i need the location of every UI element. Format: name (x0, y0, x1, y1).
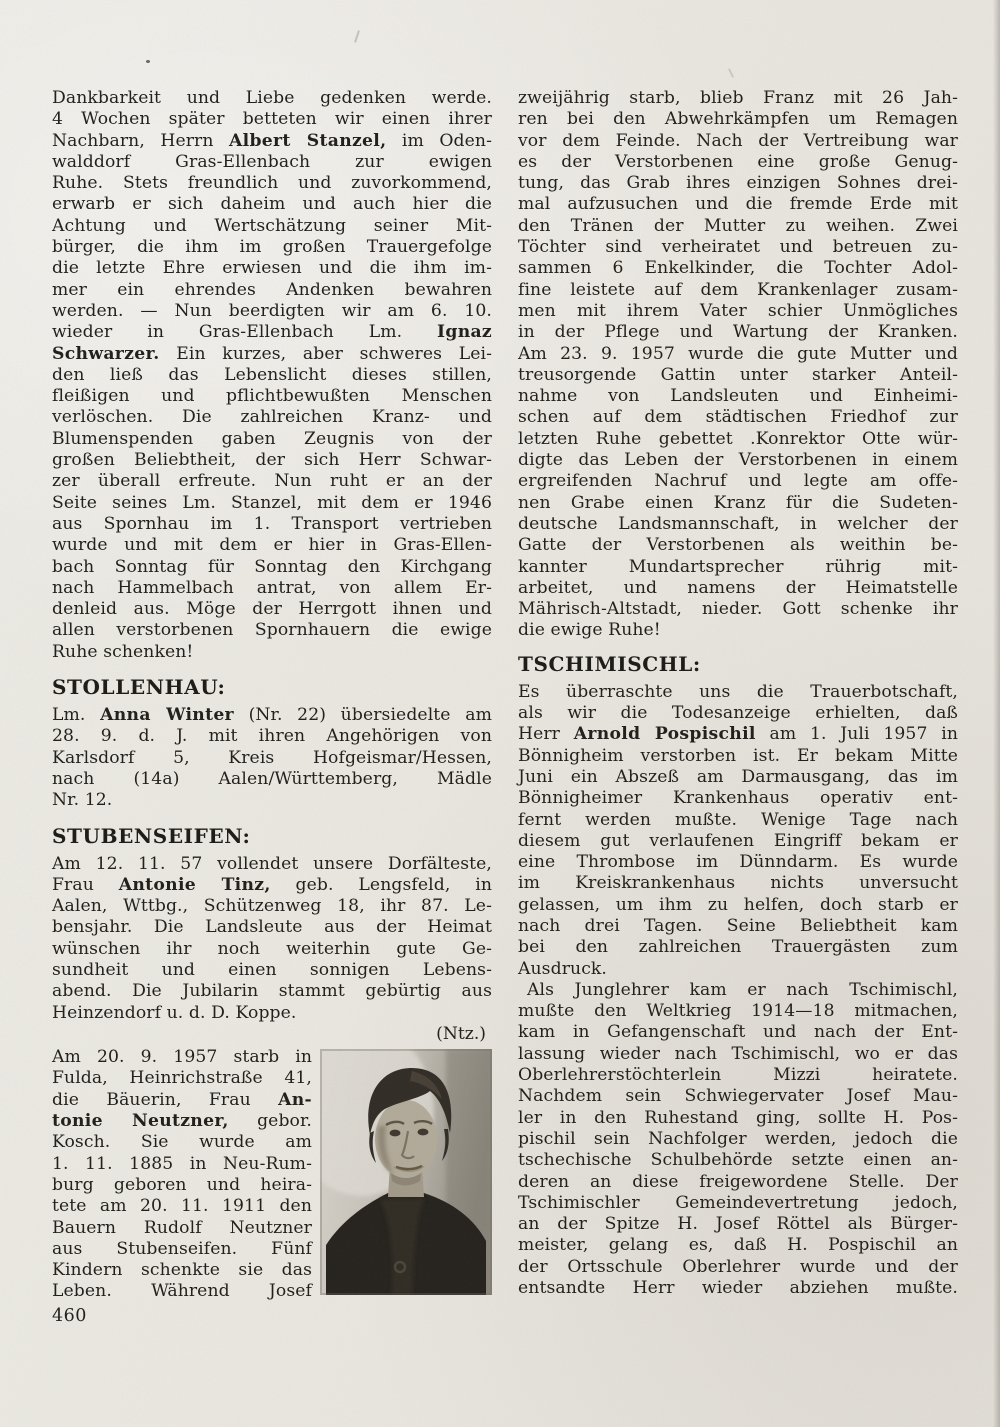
section-heading-tschimischl: TSCHIMISCHL: (518, 651, 701, 676)
text-line: men mit ihrem Vater schier Unmögliches (518, 300, 958, 321)
text-line: Karlsdorf 5, Kreis Hofgeismar/Hessen, (52, 747, 492, 768)
text-line: lassung wieder nach Tschimischl, wo er das (518, 1043, 958, 1064)
text-line: kam in Gefangenschaft und nach der Ent- (518, 1022, 958, 1043)
text-line: Als Junglehrer kam er nach Tschimischl, (527, 979, 958, 1000)
text-line: Fulda, Heinrichstraße 41, (52, 1068, 312, 1089)
text-line: die Bäuerin, Frau An- (52, 1089, 312, 1110)
text-line: pischil sein Nachfolger werden, jedoch die (518, 1128, 958, 1149)
text-line: burg geboren und heira- (52, 1174, 312, 1195)
text-line: erwarb er sich daheim und auch hier die (52, 194, 492, 215)
text-line: verlöschen. Die zahlreichen Kranz- und (52, 407, 492, 428)
text-line: bei den zahlreichen Trauergästen zum (518, 937, 958, 958)
text-line: Seite seines Lm. Stanzel, mit dem er 1946 (52, 492, 492, 513)
text-line: zer überall erfreute. Nun ruht er an der (52, 471, 492, 492)
page-number: 460 (52, 1305, 87, 1326)
text-line: als wir die Todesanzeige erhielten, daß (518, 703, 958, 724)
text-line: großen Beliebtheit, der sich Herr Schwar- (52, 450, 492, 471)
text-line: tschechische Schulbehörde setzte einen an- (518, 1150, 958, 1171)
section-heading-stubenseifen: STUBENSEIFEN: (52, 823, 251, 848)
text-line: 28. 9. d. J. mit ihren Angehörigen von (52, 726, 492, 747)
text-line: Oberlehrerstöchterlein Mizzi heiratete. (518, 1065, 958, 1086)
text-line: Am 12. 11. 57 vollendet unsere Dorfälteste, (52, 853, 492, 874)
text-line: ergreifenden Nachruf und legte am offe- (518, 471, 958, 492)
text-line: nach (14a) Aalen/Württemberg, Mädle (52, 768, 492, 789)
text-line: aus Stubenseifen. Fünf (52, 1238, 312, 1259)
notice-stubenseifen-tinz (52, 854, 492, 1024)
text-line: nen Grabe einen Kranz für die Sudeten- (518, 492, 958, 513)
text-line: fernt werden mußte. Wenige Tage nach (518, 809, 958, 830)
text-line: Juni ein Abszeß am Darmausgang, das im (518, 766, 958, 787)
text-line: Gatte der Verstorbenen als weithin be- (518, 535, 958, 556)
text-line: nach Hammelbach antrat, von allem Er- (52, 577, 492, 598)
text-line: tete am 20. 11. 1911 den (52, 1196, 312, 1217)
text-line: Nachbarn, Herrn Albert Stanzel, im Oden- (52, 130, 492, 151)
text-line: den Tränen der Mutter zu weihen. Zwei (518, 215, 958, 236)
text-line: arbeitet, und namens der Heimatstelle (518, 577, 958, 598)
text-line: Töchter sind verheiratet und betreuen zu- (518, 237, 958, 258)
text-line: eine Thrombose im Dünndarm. Es wurde (518, 852, 958, 873)
text-line: Leben. Während Josef (52, 1281, 312, 1302)
text-line: mer ein ehrendes Andenken bewahren (52, 279, 492, 300)
text-line: deutsche Landsmannschaft, in welcher der (518, 513, 958, 534)
text-line: im Kreiskrankenhaus nichts unversucht (518, 873, 958, 894)
text-line: meister, gelang es, daß H. Pospischil an (518, 1235, 958, 1256)
scan-speck (728, 68, 734, 78)
text-line: zweijährig starb, blieb Franz mit 26 Jah- (518, 88, 958, 108)
text-line: Am 20. 9. 1957 starb in (52, 1047, 312, 1068)
byline-ntz: (Ntz.) (436, 1023, 486, 1044)
text-line: Kosch. Sie wurde am (52, 1132, 312, 1153)
scan-edge-shadow (993, 0, 1000, 1427)
text-line: mal aufzusuchen und die fremde Erde mit (518, 194, 958, 215)
obituary-neutzner-text (52, 1047, 312, 1303)
text-line: fine leistete auf dem Krankenlager zusam- (518, 279, 958, 300)
text-line: Nachdem sein Schwiegervater Josef Mau- (518, 1086, 958, 1107)
obituary-neutzner-with-photo (52, 1047, 492, 1303)
text-line: Nr. 12. (52, 790, 113, 811)
text-line: digte das Leben der Verstorbenen in einem (518, 450, 958, 471)
text-line: Blumenspenden gaben Zeugnis von der (52, 428, 492, 449)
text-line: abend. Die Jubilarin stammt gebürtig aus (52, 981, 492, 1002)
text-line: die letzte Ehre erwiesen und die ihm im- (52, 258, 492, 279)
text-line: an der Spitze H. Josef Röttel als Bürger- (518, 1214, 958, 1235)
text-line: walddorf Gras-Ellenbach zur ewigen (52, 151, 492, 172)
text-line: Heinzendorf u. d. D. Koppe. (52, 1002, 297, 1023)
portrait-photo-illustration (320, 1049, 492, 1295)
text-line: 4 Wochen später betteten wir einen ihrer (52, 109, 492, 130)
obituary-pospischil-part1 (518, 682, 958, 980)
text-line: Herr Arnold Pospischil am 1. Juli 1957 in (518, 724, 959, 745)
text-line: schen auf dem städtischen Friedhof zur (518, 407, 958, 428)
text-line: der Ortsschule Oberlehrer wurde und der (518, 1256, 958, 1277)
text-line: Es überraschte uns die Trauerbotschaft, (518, 681, 958, 702)
text-line: Bauern Rudolf Neutzner (52, 1217, 312, 1238)
scan-speck (354, 30, 360, 43)
text-line: mußte den Weltkrieg 1914—18 mitmachen, (518, 1001, 958, 1022)
text-line: wünschen ihr noch weiterhin gute Ge- (52, 938, 492, 959)
text-line: ren bei den Abwehrkämpfen um Remagen (518, 109, 958, 130)
text-line: Ausdruck. (518, 958, 607, 979)
scan-speck (146, 60, 150, 63)
text-line: Am 23. 9. 1957 wurde die gute Mutter und (518, 343, 958, 364)
text-line: gelassen, um ihm zu helfen, doch starb er (518, 894, 958, 915)
text-line: bürger, die ihm im großen Trauergefolge (52, 237, 492, 258)
text-line: nahme von Landsleuten und Einheimi- (518, 386, 958, 407)
text-line: Aalen, Wttbg., Schützenweg 18, ihr 87. Le- (52, 896, 492, 917)
text-line: Schwarzer. Ein kurzes, aber schweres Lei- (52, 343, 492, 364)
text-line: Dankbarkeit und Liebe gedenken werde. (52, 88, 492, 108)
text-line: aus Spornhau im 1. Transport vertrieben (52, 513, 492, 534)
text-line: Frau Antonie Tinz, geb. Lengsfeld, in (52, 874, 492, 895)
text-line: tung, das Grab ihres einzigen Sohnes drei- (518, 173, 958, 194)
text-line: 1. 11. 1885 in Neu-Rum- (52, 1153, 312, 1174)
text-line: bach Sonntag für Sonntag den Kirchgang (52, 556, 492, 577)
obituary-stanzel-schwarzer (52, 88, 492, 663)
text-line: ler in den Ruhestand ging, sollte H. Pos- (518, 1107, 958, 1128)
text-line: treusorgende Gattin unter starker Anteil- (518, 364, 958, 385)
notice-stollenhau (52, 705, 492, 811)
text-line: die ewige Ruhe! (518, 620, 661, 641)
text-line: Mährisch-Altstadt, nieder. Gott schenke ihr (518, 599, 958, 620)
text-line: vor dem Feinde. Nach der Vertreibung war (518, 130, 958, 151)
text-line: Bönnigheim verstorben ist. Er bekam Mitte (518, 745, 958, 766)
text-line: in der Pflege und Wartung der Kranken. (518, 322, 958, 343)
text-line: Bönnigheimer Krankenhaus operativ ent- (518, 788, 958, 809)
text-line: bensjahr. Die Landsleute aus der Heimat (52, 917, 492, 938)
text-line: Ruhe schenken! (52, 641, 194, 662)
text-line: letzten Ruhe gebettet .Konrektor Otte wür- (518, 428, 958, 449)
text-line: diesem gut verlaufenen Eingriff bekam er (518, 830, 958, 851)
portrait-photo-antonie-neutzner (320, 1049, 492, 1295)
text-line: entsandte Herr wieder abziehen mußte. (518, 1278, 958, 1299)
text-line: werden. — Nun beerdigten wir am 6. 10. (52, 300, 492, 321)
text-line: sammen 6 Enkelkinder, die Tochter Adol- (518, 258, 958, 279)
text-line: nach drei Tagen. Seine Beliebtheit kam (518, 915, 958, 936)
obituary-pospischil-part2 (518, 980, 958, 1299)
section-heading-stollenhau: STOLLENHAU: (52, 675, 226, 700)
text-line: Achtung und Wertschätzung seiner Mit- (52, 215, 492, 236)
text-line: Ruhe. Stets freundlich und zuvorkommend, (52, 173, 492, 194)
text-line: wurde und mit dem er hier in Gras-Ellen- (52, 535, 492, 556)
text-line: wieder in Gras-Ellenbach Lm. Ignaz (52, 322, 492, 343)
left-column (52, 88, 492, 1327)
text-line: tonie Neutzner, gebor. (52, 1111, 312, 1132)
text-line: denleid aus. Möge der Herrgott ihnen und (52, 599, 492, 620)
text-line: Tschimischler Gemeindevertretung jedoch, (518, 1192, 958, 1213)
text-line: deren an diese freigewordene Stelle. Der (518, 1171, 958, 1192)
text-line: Lm. Anna Winter (Nr. 22) übersiedelte am (52, 705, 492, 726)
text-line: Kindern schenkte sie das (52, 1260, 312, 1281)
text-line: den ließ das Lebenslicht dieses stillen, (52, 364, 492, 385)
obituary-continuation-right (518, 88, 958, 642)
text-line: allen verstorbenen Spornhauern die ewige (52, 620, 492, 641)
text-line: sundheit und einen sonnigen Lebens- (52, 959, 492, 980)
text-line: fleißigen und pflichtbewußten Menschen (52, 386, 492, 407)
text-line: es der Verstorbenen eine große Genug- (518, 151, 958, 172)
text-line: kannter Mundartsprecher rührig mit- (518, 556, 958, 577)
two-column-text-area (52, 88, 958, 1327)
right-column (518, 88, 958, 1327)
